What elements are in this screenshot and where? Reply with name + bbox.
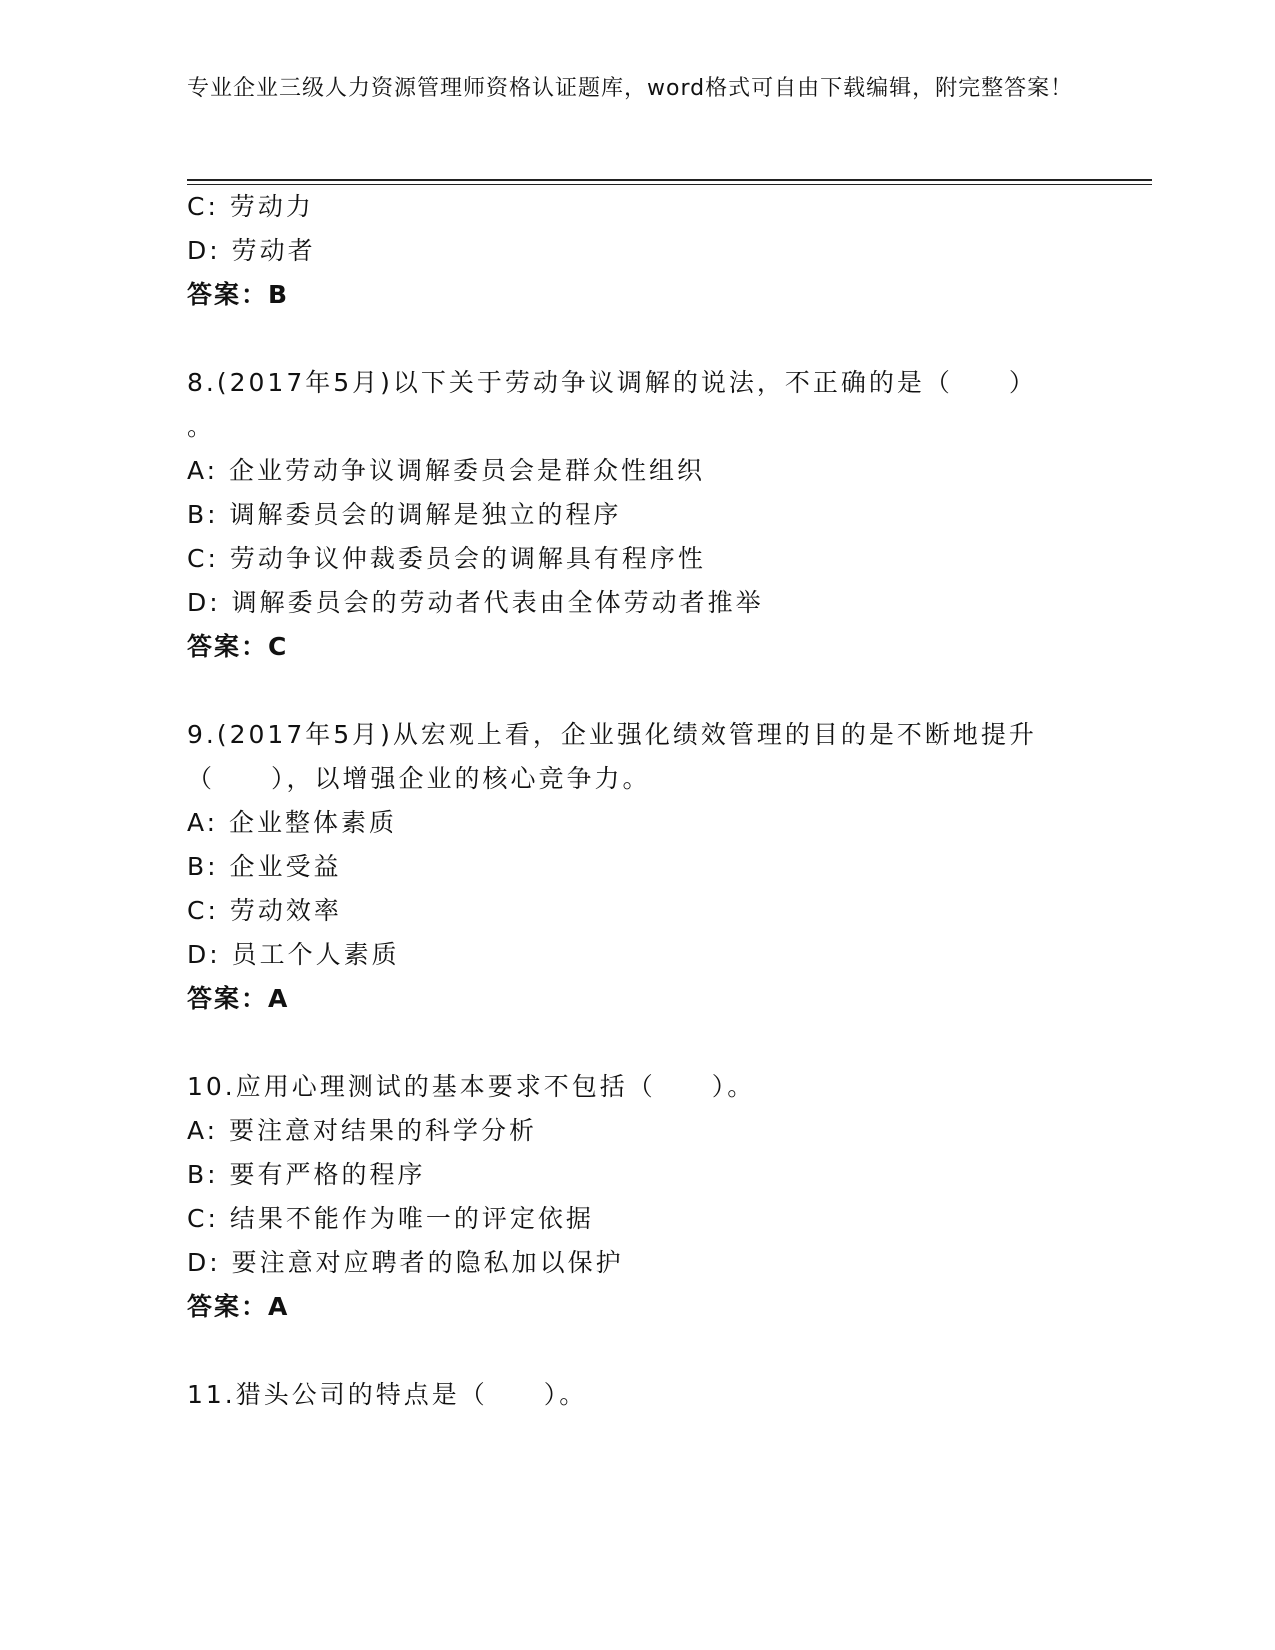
q9-answer: 答案：A (187, 984, 290, 1013)
q10-stem: 10.应用心理测试的基本要求不包括（ ）。 (187, 1072, 756, 1101)
header-divider-thick (187, 179, 1152, 181)
q10-option-b: B: 要有严格的程序 (187, 1160, 426, 1189)
header-divider-thin (187, 184, 1152, 185)
q10-option-c: C: 结果不能作为唯一的评定依据 (187, 1204, 594, 1233)
q8-answer: 答案：C (187, 632, 289, 661)
q7-option-c: C: 劳动力 (187, 192, 314, 221)
q8-option-c: C: 劳动争议仲裁委员会的调解具有程序性 (187, 544, 706, 573)
q9-option-c: C: 劳动效率 (187, 896, 342, 925)
q8-option-a: A: 企业劳动争议调解委员会是群众性组织 (187, 456, 706, 485)
q8-option-d: D: 调解委员会的劳动者代表由全体劳动者推举 (187, 588, 764, 617)
page-header: 专业企业三级人力资源管理师资格认证题库，word格式可自由下载编辑，附完整答案！ (187, 76, 1074, 101)
q9-option-a: A: 企业整体素质 (187, 808, 398, 837)
q10-option-d: D: 要注意对应聘者的隐私加以保护 (187, 1248, 624, 1277)
q7-option-d: D: 劳动者 (187, 236, 316, 265)
q9-stem-cont: （ ），以增强企业的核心竞争力。 (187, 764, 651, 793)
q9-option-b: B: 企业受益 (187, 852, 342, 881)
q10-option-a: A: 要注意对结果的科学分析 (187, 1116, 538, 1145)
q8-stem-cont: 。 (187, 412, 216, 441)
q8-stem: 8.(2017年5月)以下关于劳动争议调解的说法，不正确的是（ ） (187, 368, 1037, 397)
q8-option-b: B: 调解委员会的调解是独立的程序 (187, 500, 622, 529)
q9-option-d: D: 员工个人素质 (187, 940, 400, 969)
q10-answer: 答案：A (187, 1292, 290, 1321)
q7-answer: 答案：B (187, 280, 290, 309)
q9-stem: 9.(2017年5月)从宏观上看，企业强化绩效管理的目的是不断地提升 (187, 720, 1037, 749)
q11-stem: 11.猎头公司的特点是（ ）。 (187, 1380, 588, 1409)
